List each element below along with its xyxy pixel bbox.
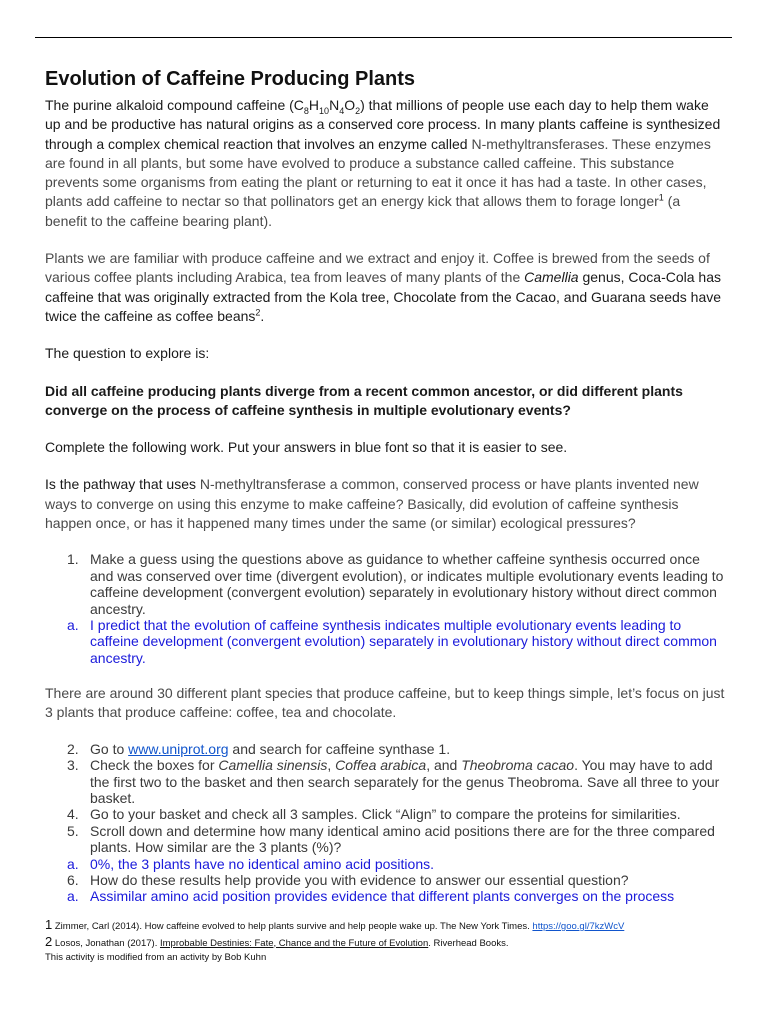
- document-title: Evolution of Caffeine Producing Plants: [45, 68, 416, 90]
- formula-sub-c: 8: [303, 105, 309, 116]
- camellia-genus: Camellia: [524, 269, 579, 286]
- intro-text-b: ) that millions of people use each day to help them wake up and be productive has natural origins as a conserved core process. In many plants caffeine is synthesized through a complex chemical reaction that involves an enzyme called: [45, 97, 721, 152]
- plants-text-b: genus, Coca-Cola has caffeine that was originally extracted from the Kola tree, Chocolate from the Cacao, and Guarana seeds have twice the caffeine as coffee beans: [45, 269, 722, 324]
- formula-h: H: [308, 97, 320, 113]
- task-list-2: [45, 741, 725, 905]
- answer-letter: a.: [67, 888, 79, 905]
- intro-text-end: (a benefit to the caffeine bearing plant).: [45, 193, 681, 229]
- footnote-text: Zimmer, Carl (2014). How caffeine evolved to help plants survive and help people wake up. The New York Times.: [52, 921, 533, 932]
- pathway-paragraph: [45, 475, 725, 533]
- list-item-text: Scroll down and determine how many identical amino acid positions there are for the three compared plants. How similar are the 3 plants (%)?: [90, 822, 715, 856]
- list-number: 5.: [67, 822, 79, 839]
- footnote-text: Losos, Jonathan (2017).: [52, 937, 160, 949]
- answer-text: 0%, the 3 plants have no identical amino acid positions.: [90, 855, 434, 872]
- footnote-number: 2: [45, 933, 53, 949]
- formula-o: O: [344, 97, 356, 113]
- footnote-1: [45, 918, 745, 935]
- header-rule: [35, 37, 732, 38]
- footnote-2: [45, 935, 745, 952]
- plants-text-end: .: [260, 307, 265, 324]
- list-item-text: Check the boxes for: [90, 757, 219, 774]
- list-number: 6.: [67, 872, 79, 889]
- pathway-text-b: N-methyltransferase a common, conserved process or have plants invented new ways to converge on using this enzyme to make caffeine? Basically, did evolution of caffeine synthesis happen once, or has it happened many times under the same (or similar) ecological pressures?: [45, 476, 699, 532]
- species-camellia: Camellia sinensis: [218, 757, 328, 774]
- answer-1a: [45, 617, 725, 666]
- answer-6a: [45, 888, 725, 904]
- list-number: 1.: [67, 551, 79, 568]
- instructions: Complete the following work. Put your answers in blue font so that it is easier to see.: [45, 439, 568, 456]
- list-item-text: Go to: [90, 740, 129, 757]
- species-coffea: Coffea arabica: [335, 757, 427, 774]
- footnote-ref-2: 2: [255, 307, 261, 318]
- answer-text: I predict that the evolution of caffeine synthesis indicates multiple evolutionary events leading to caffeine development (convergent evolution) separately in evolutionary history without direct common ancestry.: [90, 616, 717, 666]
- question-intro: The question to explore is:: [45, 345, 210, 362]
- list-item-text: Make a guess using the questions above as guidance to whether caffeine synthesis occurred once and was conserved over time (divergent evolution), or indicates multiple evolutionary events leading to caffeine development (convergent evolution) separately in evolutionary history without direct common ancestry.: [90, 551, 724, 617]
- intro-enzyme-text: N-methyltransferases. These enzymes are found in all plants, but some have evolved to produce a substance called caffeine. This substance prevents some organisms from eating the plant or returning to eat it once it has had a taste. In other cases, plants add caffeine to nectar so that pollinators get an energy kick that allows them to forage longer: [45, 135, 711, 210]
- formula-sub-o: 2: [355, 105, 361, 116]
- separator: , and: [426, 757, 462, 774]
- intro-paragraph: [45, 96, 725, 231]
- essential-question: Did all caffeine producing plants diverge from a recent common ancestor, or did different plants converge on the process of caffeine synthesis in multiple evolutionary events?: [45, 382, 683, 418]
- footnote-number: 1: [45, 917, 53, 932]
- pathway-text-a: Is the pathway that uses: [45, 476, 200, 493]
- footnote-link[interactable]: https://goo.gl/7kzWcV: [532, 921, 625, 932]
- list-number: 3.: [67, 757, 79, 774]
- species-paragraph: There are around 30 different plant species that produce caffeine, but to keep things simple, let’s focus on just 3 plants that produce caffeine: coffee, tea and chocolate.: [45, 685, 725, 721]
- list-item-3: [45, 757, 725, 806]
- footnotes: [45, 918, 745, 966]
- species-theobroma: Theobroma cacao: [461, 757, 575, 774]
- list-item-text: Go to your basket and check all 3 samples. Click “Align” to compare the proteins for similarities.: [90, 806, 681, 823]
- list-item-4: [45, 806, 725, 822]
- document-body: [45, 68, 725, 905]
- task-list-1: [45, 551, 725, 666]
- intro-text-a: The purine alkaloid compound caffeine (C: [45, 97, 304, 113]
- answer-text: Assimilar amino acid position provides evidence that different plants converges on the process: [90, 888, 675, 905]
- list-item-2: [45, 741, 725, 757]
- activity-credit: This activity is modified from an activity by Bob Kuhn: [45, 952, 267, 963]
- uniprot-link[interactable]: www.uniprot.org: [128, 740, 229, 757]
- list-item-6: [45, 872, 725, 888]
- book-title: Improbable Destinies: Fate, Chance and the Future of Evolution: [159, 937, 429, 949]
- plants-text-a: Plants we are familiar with produce caffeine and we extract and enjoy it. Coffee is brewed from the seeds of various coffee plants including Arabica, tea from leaves of many plants of the: [45, 250, 710, 286]
- answer-letter: a.: [67, 855, 79, 872]
- answer-letter: a.: [67, 616, 79, 633]
- plants-paragraph: [45, 249, 725, 326]
- formula-n: N: [329, 97, 340, 113]
- list-item-1: [45, 551, 725, 617]
- answer-5a: [45, 856, 725, 872]
- formula-sub-n: 4: [339, 105, 345, 116]
- formula-sub-h: 10: [319, 105, 330, 116]
- separator: ,: [327, 757, 336, 774]
- list-item-5: [45, 823, 725, 856]
- footnote-ref-1: 1: [658, 192, 664, 203]
- list-number: 4.: [67, 806, 79, 823]
- list-item-text: . You may have to add the first two to the basket and then search separately for the genus Theobroma. Save all three to your basket.: [90, 757, 720, 806]
- list-number: 2.: [67, 740, 79, 757]
- list-item-text: and search for caffeine synthase 1.: [228, 740, 451, 757]
- footnote-text: . Riverhead Books.: [428, 937, 509, 949]
- list-item-text: How do these results help provide you with evidence to answer our essential question?: [90, 872, 629, 889]
